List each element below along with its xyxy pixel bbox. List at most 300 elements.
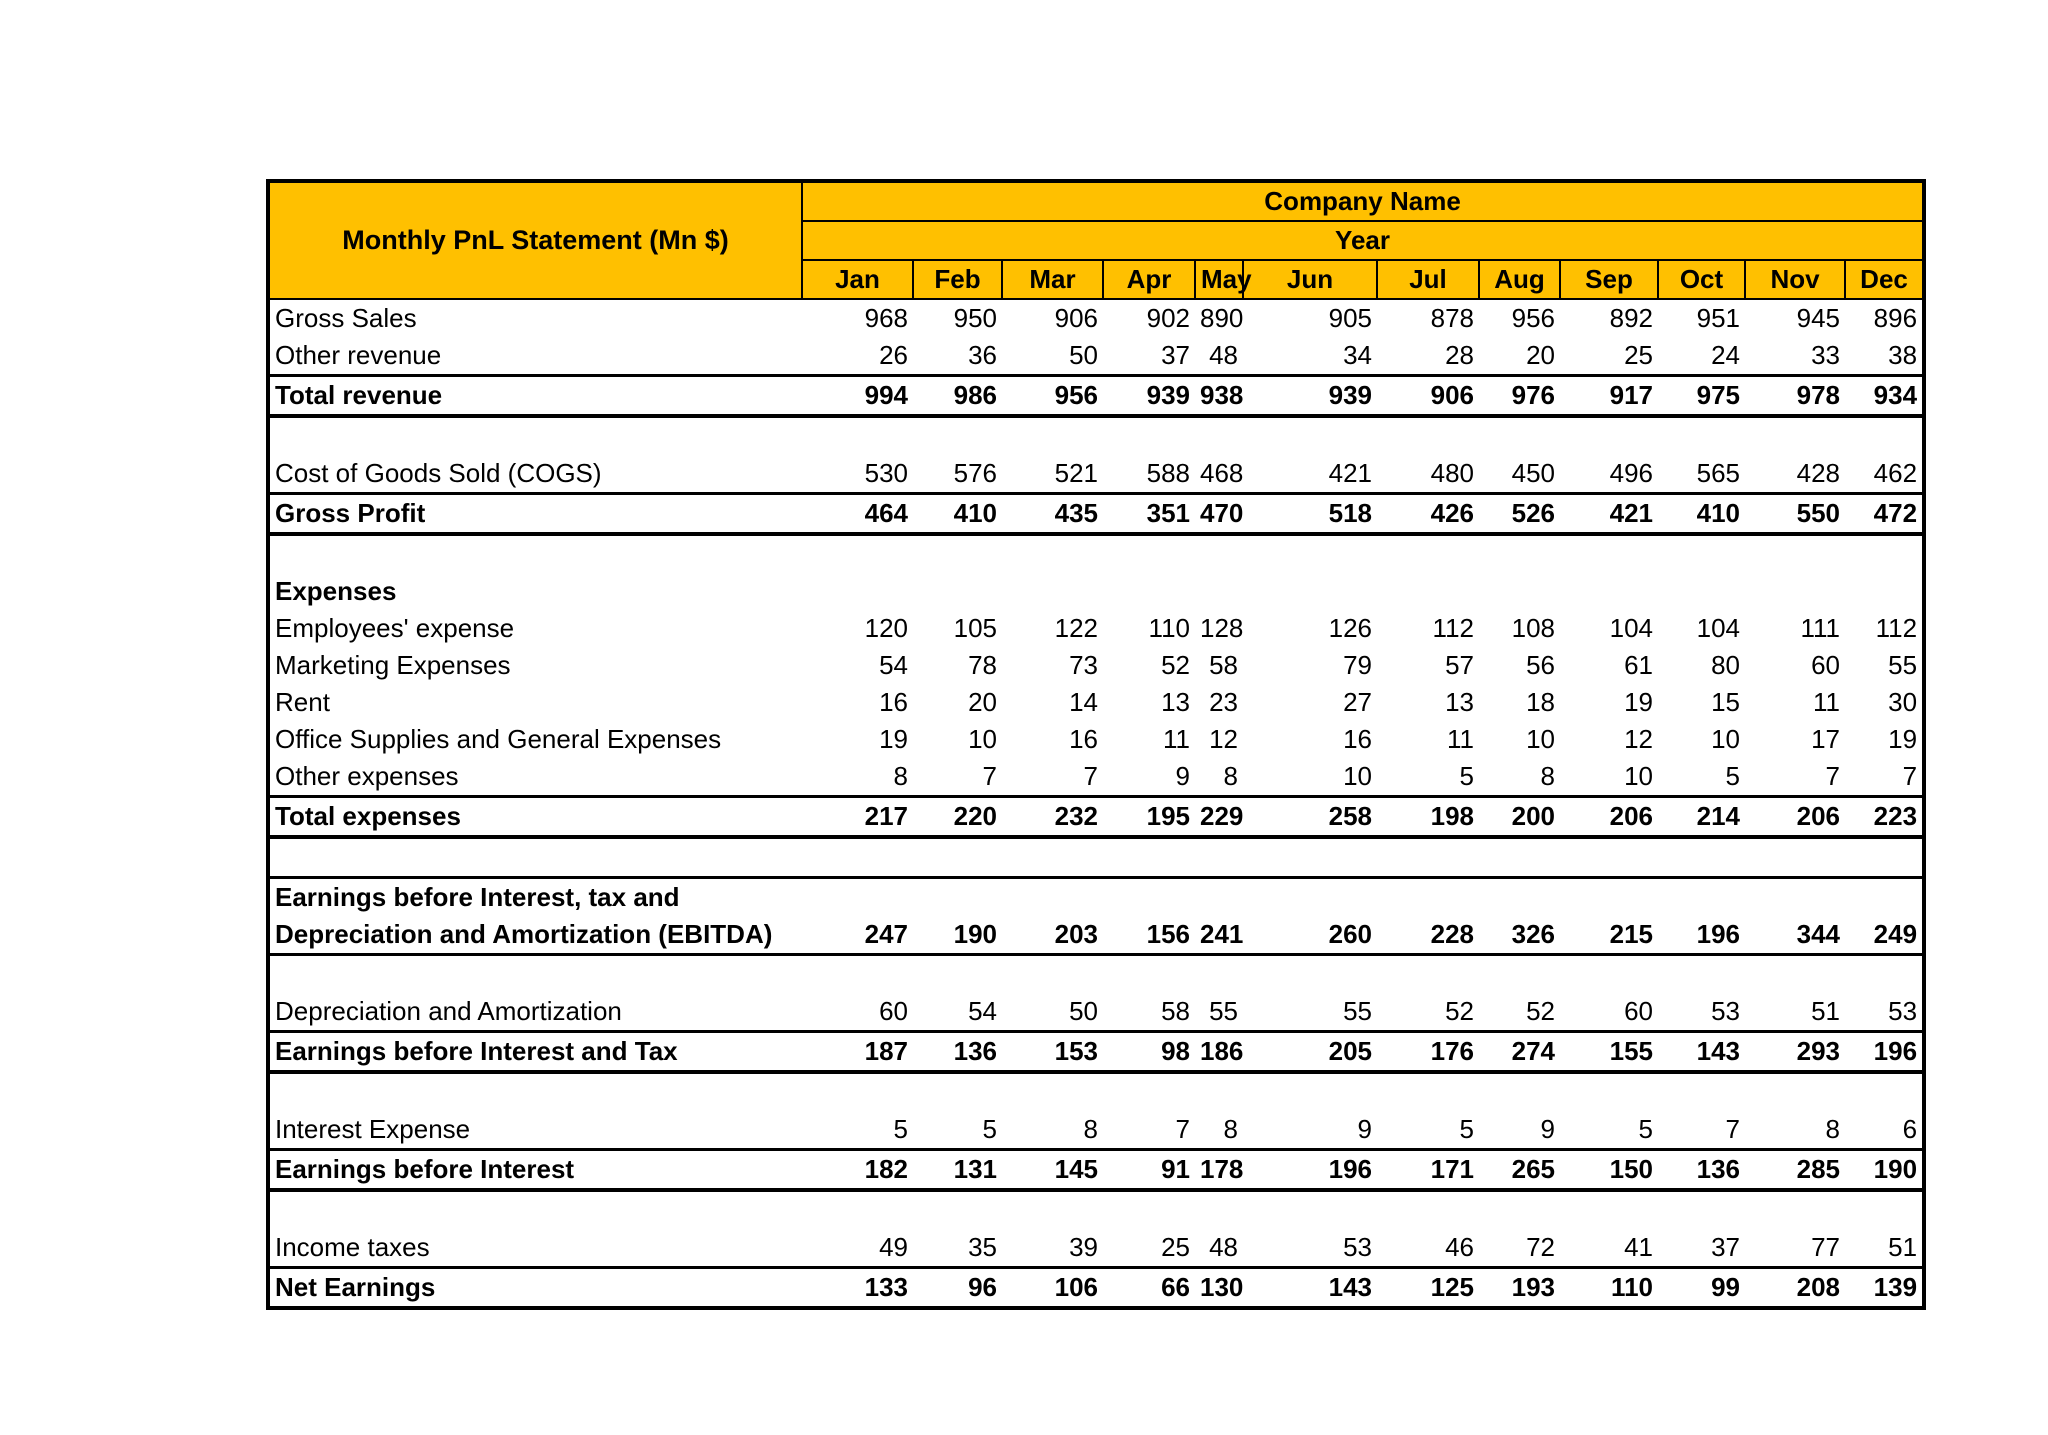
value-cell-jul <box>1377 878 1479 917</box>
value-cell-dec: 196 <box>1845 1032 1924 1073</box>
value-cell-jul: 228 <box>1377 916 1479 955</box>
value-cell-apr: 91 <box>1103 1150 1195 1191</box>
row-label: Rent <box>275 687 330 717</box>
company-name-header: Company Name <box>802 181 1924 221</box>
value-cell-jul: 52 <box>1445 996 1474 1026</box>
month-header-nov: Nov <box>1745 260 1845 299</box>
value-cell-jun: 126 <box>1328 613 1372 643</box>
value-cell-jun: 421 <box>1328 458 1372 488</box>
value-cell-jun: 939 <box>1243 376 1377 417</box>
spacer-row <box>268 1072 1924 1111</box>
value-cell-mar: 50 <box>1069 996 1098 1026</box>
row-label: Office Supplies and General Expenses <box>275 724 722 754</box>
value-cell-jun: 34 <box>1343 340 1372 370</box>
value-cell-apr <box>1103 878 1195 917</box>
value-cell-sep: 917 <box>1560 376 1658 417</box>
value-cell-dec: 19 <box>1888 724 1918 754</box>
value-cell-jul: 28 <box>1445 340 1474 370</box>
value-cell-aug: 9 <box>1540 1114 1555 1144</box>
row-label: Other expenses <box>275 761 459 791</box>
value-cell-aug: 52 <box>1526 996 1555 1026</box>
value-cell-feb: 36 <box>968 340 997 370</box>
value-cell-jul: 480 <box>1430 458 1474 488</box>
row-label: Total revenue <box>268 376 802 417</box>
value-cell-feb: 54 <box>968 996 997 1026</box>
value-cell-may: 128 <box>1200 613 1244 643</box>
value-cell-feb: 96 <box>913 1268 1002 1309</box>
value-cell-may: 229 <box>1195 797 1243 838</box>
value-cell-may: 48 <box>1209 1232 1238 1262</box>
value-cell-sep: 496 <box>1609 458 1653 488</box>
value-cell-feb: 986 <box>913 376 1002 417</box>
value-cell-dec: 51 <box>1888 1232 1918 1262</box>
month-header-oct: Oct <box>1658 260 1745 299</box>
value-cell-jun: 79 <box>1343 650 1372 680</box>
value-cell-mar: 73 <box>1069 650 1098 680</box>
value-cell-feb: 7 <box>982 761 997 791</box>
row-ebitda-line2 <box>268 916 1924 955</box>
value-cell-oct: 410 <box>1658 494 1745 535</box>
value-cell-mar: 521 <box>1054 458 1098 488</box>
value-cell-jun: 143 <box>1243 1268 1377 1309</box>
value-cell-jan <box>802 878 913 917</box>
value-cell-dec: 472 <box>1845 494 1924 535</box>
row-other-revenue <box>268 337 1924 376</box>
row-total-revenue <box>268 376 1924 417</box>
value-cell-sep: 150 <box>1560 1150 1658 1191</box>
value-cell-aug: 956 <box>1511 303 1555 333</box>
value-cell-nov <box>1745 573 1845 610</box>
value-cell-apr: 11 <box>1163 724 1190 754</box>
value-cell-jan: 530 <box>864 458 908 488</box>
value-cell-sep: 5 <box>1638 1114 1653 1144</box>
value-cell-dec: 249 <box>1845 916 1924 955</box>
value-cell-sep <box>1560 878 1658 917</box>
value-cell-apr: 588 <box>1146 458 1190 488</box>
pnl-table <box>266 179 1926 1310</box>
value-cell-mar: 39 <box>1069 1232 1098 1262</box>
value-cell-dec: 190 <box>1845 1150 1924 1191</box>
value-cell-may: 8 <box>1223 1114 1238 1144</box>
row-other-expenses <box>268 758 1924 797</box>
value-cell-jan: 49 <box>879 1232 908 1262</box>
value-cell-aug <box>1479 573 1560 610</box>
row-label: Employees' expense <box>275 613 515 643</box>
value-cell-nov: 111 <box>1800 613 1840 643</box>
value-cell-apr: 7 <box>1175 1114 1190 1144</box>
month-header-may: May <box>1195 260 1243 299</box>
value-cell-sep: 421 <box>1560 494 1658 535</box>
value-cell-aug: 450 <box>1511 458 1555 488</box>
value-cell-dec: 30 <box>1888 687 1918 717</box>
value-cell-aug: 108 <box>1511 613 1555 643</box>
value-cell-nov: 11 <box>1813 687 1840 717</box>
value-cell-mar: 956 <box>1002 376 1103 417</box>
value-cell-apr: 37 <box>1161 340 1190 370</box>
value-cell-dec: 38 <box>1888 340 1918 370</box>
row-label: Gross Sales <box>275 303 417 333</box>
value-cell-jan: 133 <box>802 1268 913 1309</box>
value-cell-jul: 11 <box>1447 724 1474 754</box>
value-cell-sep: 110 <box>1560 1268 1658 1309</box>
value-cell-dec: 6 <box>1902 1114 1918 1144</box>
month-header-jan: Jan <box>802 260 913 299</box>
row-label: Depreciation and Amortization (EBITDA) <box>268 916 802 955</box>
value-cell-jun: 9 <box>1357 1114 1372 1144</box>
value-cell-sep: 215 <box>1560 916 1658 955</box>
value-cell-sep: 12 <box>1624 724 1653 754</box>
value-cell-oct <box>1658 573 1745 610</box>
value-cell-oct: 99 <box>1658 1268 1745 1309</box>
value-cell-jul: 5 <box>1459 1114 1474 1144</box>
value-cell-feb: 220 <box>913 797 1002 838</box>
value-cell-jan: 5 <box>893 1114 908 1144</box>
value-cell-may: 55 <box>1209 996 1238 1026</box>
row-label: Income taxes <box>275 1232 430 1262</box>
value-cell-oct: 975 <box>1658 376 1745 417</box>
value-cell-mar: 14 <box>1069 687 1098 717</box>
value-cell-aug: 56 <box>1526 650 1555 680</box>
value-cell-sep <box>1560 573 1658 610</box>
value-cell-oct: 53 <box>1711 996 1740 1026</box>
row-label: Depreciation and Amortization <box>275 996 622 1026</box>
value-cell-aug: 20 <box>1526 340 1555 370</box>
value-cell-jan: 8 <box>893 761 908 791</box>
value-cell-sep: 61 <box>1624 650 1653 680</box>
value-cell-feb: 5 <box>982 1114 997 1144</box>
row-cogs <box>268 455 1924 494</box>
value-cell-nov: 428 <box>1796 458 1840 488</box>
value-cell-may: 241 <box>1195 916 1243 955</box>
value-cell-apr: 52 <box>1161 650 1190 680</box>
row-label: Interest Expense <box>275 1114 471 1144</box>
value-cell-oct: 5 <box>1725 761 1740 791</box>
row-employees-expense <box>268 610 1924 647</box>
row-label: Expenses <box>275 576 397 606</box>
month-header-apr: Apr <box>1103 260 1195 299</box>
row-ebi <box>268 1150 1924 1191</box>
value-cell-oct: 7 <box>1725 1114 1740 1144</box>
value-cell-mar: 106 <box>1002 1268 1103 1309</box>
value-cell-apr: 58 <box>1161 996 1190 1026</box>
value-cell-apr: 902 <box>1146 303 1190 333</box>
spacer-cell <box>268 1190 1924 1229</box>
month-header-jul: Jul <box>1377 260 1479 299</box>
value-cell-oct: 951 <box>1696 303 1740 333</box>
value-cell-mar: 153 <box>1002 1032 1103 1073</box>
value-cell-apr: 110 <box>1148 613 1190 643</box>
value-cell-oct: 24 <box>1711 340 1740 370</box>
value-cell-jan: 994 <box>802 376 913 417</box>
value-cell-feb: 576 <box>953 458 997 488</box>
value-cell-jul: 57 <box>1445 650 1474 680</box>
value-cell-jul: 112 <box>1432 613 1474 643</box>
value-cell-mar: 8 <box>1083 1114 1098 1144</box>
month-header-jun: Jun <box>1243 260 1377 299</box>
value-cell-sep: 41 <box>1624 1232 1653 1262</box>
value-cell-aug: 18 <box>1526 687 1555 717</box>
value-cell-oct: 80 <box>1711 650 1740 680</box>
value-cell-mar: 50 <box>1069 340 1098 370</box>
value-cell-may: 23 <box>1209 687 1238 717</box>
value-cell-mar: 7 <box>1083 761 1098 791</box>
value-cell-jun: 196 <box>1243 1150 1377 1191</box>
value-cell-may <box>1195 573 1243 610</box>
value-cell-jul: 426 <box>1377 494 1479 535</box>
value-cell-aug: 200 <box>1479 797 1560 838</box>
value-cell-jun: 518 <box>1243 494 1377 535</box>
value-cell-dec: 139 <box>1845 1268 1924 1309</box>
value-cell-oct: 196 <box>1658 916 1745 955</box>
value-cell-apr: 939 <box>1103 376 1195 417</box>
value-cell-may: 186 <box>1195 1032 1243 1073</box>
value-cell-nov: 945 <box>1796 303 1840 333</box>
value-cell-mar: 145 <box>1002 1150 1103 1191</box>
value-cell-may: 12 <box>1209 724 1238 754</box>
table-body <box>268 299 1924 1308</box>
value-cell-aug: 10 <box>1526 724 1555 754</box>
row-label: Earnings before Interest and Tax <box>268 1032 802 1073</box>
row-label: Marketing Expenses <box>275 650 511 680</box>
value-cell-jun: 205 <box>1243 1032 1377 1073</box>
value-cell-dec <box>1845 573 1924 610</box>
row-depreciation <box>268 993 1924 1032</box>
value-cell-mar <box>1002 878 1103 917</box>
value-cell-mar: 906 <box>1054 303 1098 333</box>
value-cell-mar: 122 <box>1054 613 1098 643</box>
value-cell-dec: 112 <box>1875 613 1918 643</box>
value-cell-jan: 187 <box>802 1032 913 1073</box>
value-cell-apr: 98 <box>1103 1032 1195 1073</box>
value-cell-sep: 155 <box>1560 1032 1658 1073</box>
table-header <box>268 181 1924 299</box>
value-cell-aug: 326 <box>1479 916 1560 955</box>
value-cell-may: 8 <box>1223 761 1238 791</box>
value-cell-dec: 462 <box>1873 458 1918 488</box>
row-income-taxes <box>268 1229 1924 1268</box>
spacer-cell <box>268 955 1924 994</box>
spacer-cell <box>268 416 1924 455</box>
value-cell-mar: 203 <box>1002 916 1103 955</box>
value-cell-jan: 247 <box>802 916 913 955</box>
value-cell-nov: 285 <box>1745 1150 1845 1191</box>
value-cell-jun: 55 <box>1343 996 1372 1026</box>
value-cell-jan <box>802 573 913 610</box>
row-label: Gross Profit <box>268 494 802 535</box>
row-total-expenses <box>268 797 1924 838</box>
value-cell-oct: 143 <box>1658 1032 1745 1073</box>
row-label: Earnings before Interest <box>268 1150 802 1191</box>
spacer-row <box>268 837 1924 878</box>
value-cell-mar: 435 <box>1002 494 1103 535</box>
value-cell-jun: 10 <box>1343 761 1372 791</box>
value-cell-jul: 176 <box>1377 1032 1479 1073</box>
month-header-dec: Dec <box>1845 260 1924 299</box>
value-cell-jan: 60 <box>879 996 908 1026</box>
value-cell-dec <box>1845 878 1924 917</box>
spacer-row <box>268 534 1924 573</box>
value-cell-dec: 934 <box>1845 376 1924 417</box>
value-cell-jun: 53 <box>1343 1232 1372 1262</box>
value-cell-sep: 60 <box>1624 996 1653 1026</box>
spacer-cell <box>268 1072 1924 1111</box>
value-cell-feb: 105 <box>953 613 997 643</box>
value-cell-aug: 193 <box>1479 1268 1560 1309</box>
row-marketing-expenses <box>268 647 1924 684</box>
row-expenses-heading <box>268 573 1924 610</box>
value-cell-feb: 136 <box>913 1032 1002 1073</box>
value-cell-oct: 136 <box>1658 1150 1745 1191</box>
year-header: Year <box>802 221 1924 260</box>
value-cell-jan: 16 <box>879 687 908 717</box>
value-cell-apr: 195 <box>1103 797 1195 838</box>
value-cell-jan: 26 <box>879 340 908 370</box>
value-cell-jan: 464 <box>802 494 913 535</box>
value-cell-nov: 60 <box>1811 650 1840 680</box>
value-cell-jun: 258 <box>1243 797 1377 838</box>
row-rent <box>268 684 1924 721</box>
value-cell-may: 938 <box>1195 376 1243 417</box>
value-cell-jul: 46 <box>1445 1232 1474 1262</box>
value-cell-feb: 190 <box>913 916 1002 955</box>
row-interest-expense <box>268 1111 1924 1150</box>
value-cell-may: 890 <box>1200 303 1244 333</box>
row-gross-sales <box>268 299 1924 337</box>
spacer-row <box>268 416 1924 455</box>
value-cell-apr: 66 <box>1103 1268 1195 1309</box>
value-cell-feb: 35 <box>968 1232 997 1262</box>
value-cell-jan: 182 <box>802 1150 913 1191</box>
value-cell-jan: 19 <box>879 724 908 754</box>
value-cell-dec: 896 <box>1873 303 1918 333</box>
value-cell-may: 470 <box>1195 494 1243 535</box>
value-cell-jun: 905 <box>1328 303 1372 333</box>
spacer-cell <box>268 534 1924 573</box>
value-cell-nov: 17 <box>1811 724 1840 754</box>
value-cell-nov: 293 <box>1745 1032 1845 1073</box>
value-cell-feb: 950 <box>953 303 997 333</box>
month-header-aug: Aug <box>1479 260 1560 299</box>
value-cell-sep: 104 <box>1609 613 1653 643</box>
value-cell-dec: 223 <box>1845 797 1924 838</box>
value-cell-nov: 208 <box>1745 1268 1845 1309</box>
table-title: Monthly PnL Statement (Mn $) <box>268 181 802 299</box>
value-cell-jul: 878 <box>1430 303 1474 333</box>
row-label: Other revenue <box>275 340 442 370</box>
value-cell-sep: 25 <box>1624 340 1653 370</box>
value-cell-may: 48 <box>1209 340 1238 370</box>
value-cell-apr: 13 <box>1161 687 1190 717</box>
value-cell-nov <box>1745 878 1845 917</box>
row-label: Total expenses <box>268 797 802 838</box>
value-cell-jul: 125 <box>1377 1268 1479 1309</box>
value-cell-nov: 344 <box>1745 916 1845 955</box>
spacer-cell <box>268 837 1924 878</box>
value-cell-nov: 7 <box>1825 761 1840 791</box>
row-ebit <box>268 1032 1924 1073</box>
value-cell-oct: 565 <box>1696 458 1740 488</box>
value-cell-jan: 217 <box>802 797 913 838</box>
value-cell-dec: 53 <box>1888 996 1918 1026</box>
value-cell-oct: 37 <box>1711 1232 1740 1262</box>
value-cell-jul: 198 <box>1377 797 1479 838</box>
value-cell-apr: 25 <box>1161 1232 1190 1262</box>
value-cell-feb: 131 <box>913 1150 1002 1191</box>
value-cell-mar: 232 <box>1002 797 1103 838</box>
value-cell-may: 178 <box>1195 1150 1243 1191</box>
value-cell-nov: 8 <box>1825 1114 1840 1144</box>
value-cell-jan: 968 <box>864 303 908 333</box>
value-cell-jul <box>1377 573 1479 610</box>
value-cell-jul: 13 <box>1445 687 1474 717</box>
row-net-earnings <box>268 1268 1924 1309</box>
value-cell-sep: 892 <box>1609 303 1653 333</box>
value-cell-sep: 10 <box>1624 761 1653 791</box>
value-cell-apr <box>1103 573 1195 610</box>
value-cell-aug: 265 <box>1479 1150 1560 1191</box>
row-ebitda-line1 <box>268 878 1924 917</box>
value-cell-feb: 20 <box>968 687 997 717</box>
value-cell-sep: 19 <box>1624 687 1653 717</box>
value-cell-aug: 8 <box>1540 761 1555 791</box>
month-header-feb: Feb <box>913 260 1002 299</box>
value-cell-oct: 104 <box>1696 613 1740 643</box>
value-cell-jun: 16 <box>1343 724 1372 754</box>
value-cell-mar <box>1002 573 1103 610</box>
value-cell-oct: 214 <box>1658 797 1745 838</box>
value-cell-nov: 978 <box>1745 376 1845 417</box>
value-cell-jun <box>1243 573 1377 610</box>
row-office-supplies <box>268 721 1924 758</box>
row-label: Cost of Goods Sold (COGS) <box>275 458 602 488</box>
value-cell-feb <box>913 573 1002 610</box>
value-cell-jul: 906 <box>1377 376 1479 417</box>
value-cell-apr: 351 <box>1103 494 1195 535</box>
value-cell-aug: 976 <box>1479 376 1560 417</box>
value-cell-nov: 77 <box>1811 1232 1840 1262</box>
value-cell-may <box>1195 878 1243 917</box>
value-cell-jun <box>1243 878 1377 917</box>
value-cell-jan: 54 <box>879 650 908 680</box>
value-cell-dec: 7 <box>1902 761 1918 791</box>
value-cell-may: 58 <box>1209 650 1238 680</box>
value-cell-jun: 27 <box>1343 687 1372 717</box>
spacer-row <box>268 955 1924 994</box>
value-cell-jan: 120 <box>864 613 908 643</box>
month-header-mar: Mar <box>1002 260 1103 299</box>
value-cell-mar: 16 <box>1069 724 1098 754</box>
header-row-company <box>268 181 1924 221</box>
value-cell-nov: 550 <box>1745 494 1845 535</box>
row-label: Net Earnings <box>268 1268 802 1309</box>
value-cell-aug: 72 <box>1526 1232 1555 1262</box>
value-cell-nov: 33 <box>1811 340 1840 370</box>
value-cell-jul: 5 <box>1459 761 1474 791</box>
value-cell-may: 468 <box>1200 458 1244 488</box>
value-cell-feb: 78 <box>968 650 997 680</box>
value-cell-feb: 10 <box>968 724 997 754</box>
value-cell-oct: 10 <box>1711 724 1740 754</box>
value-cell-jul: 171 <box>1377 1150 1479 1191</box>
value-cell-nov: 206 <box>1745 797 1845 838</box>
value-cell-jun: 260 <box>1243 916 1377 955</box>
value-cell-aug <box>1479 878 1560 917</box>
spacer-row <box>268 1190 1924 1229</box>
value-cell-sep: 206 <box>1560 797 1658 838</box>
row-gross-profit <box>268 494 1924 535</box>
value-cell-nov: 51 <box>1811 996 1840 1026</box>
value-cell-apr: 156 <box>1103 916 1195 955</box>
